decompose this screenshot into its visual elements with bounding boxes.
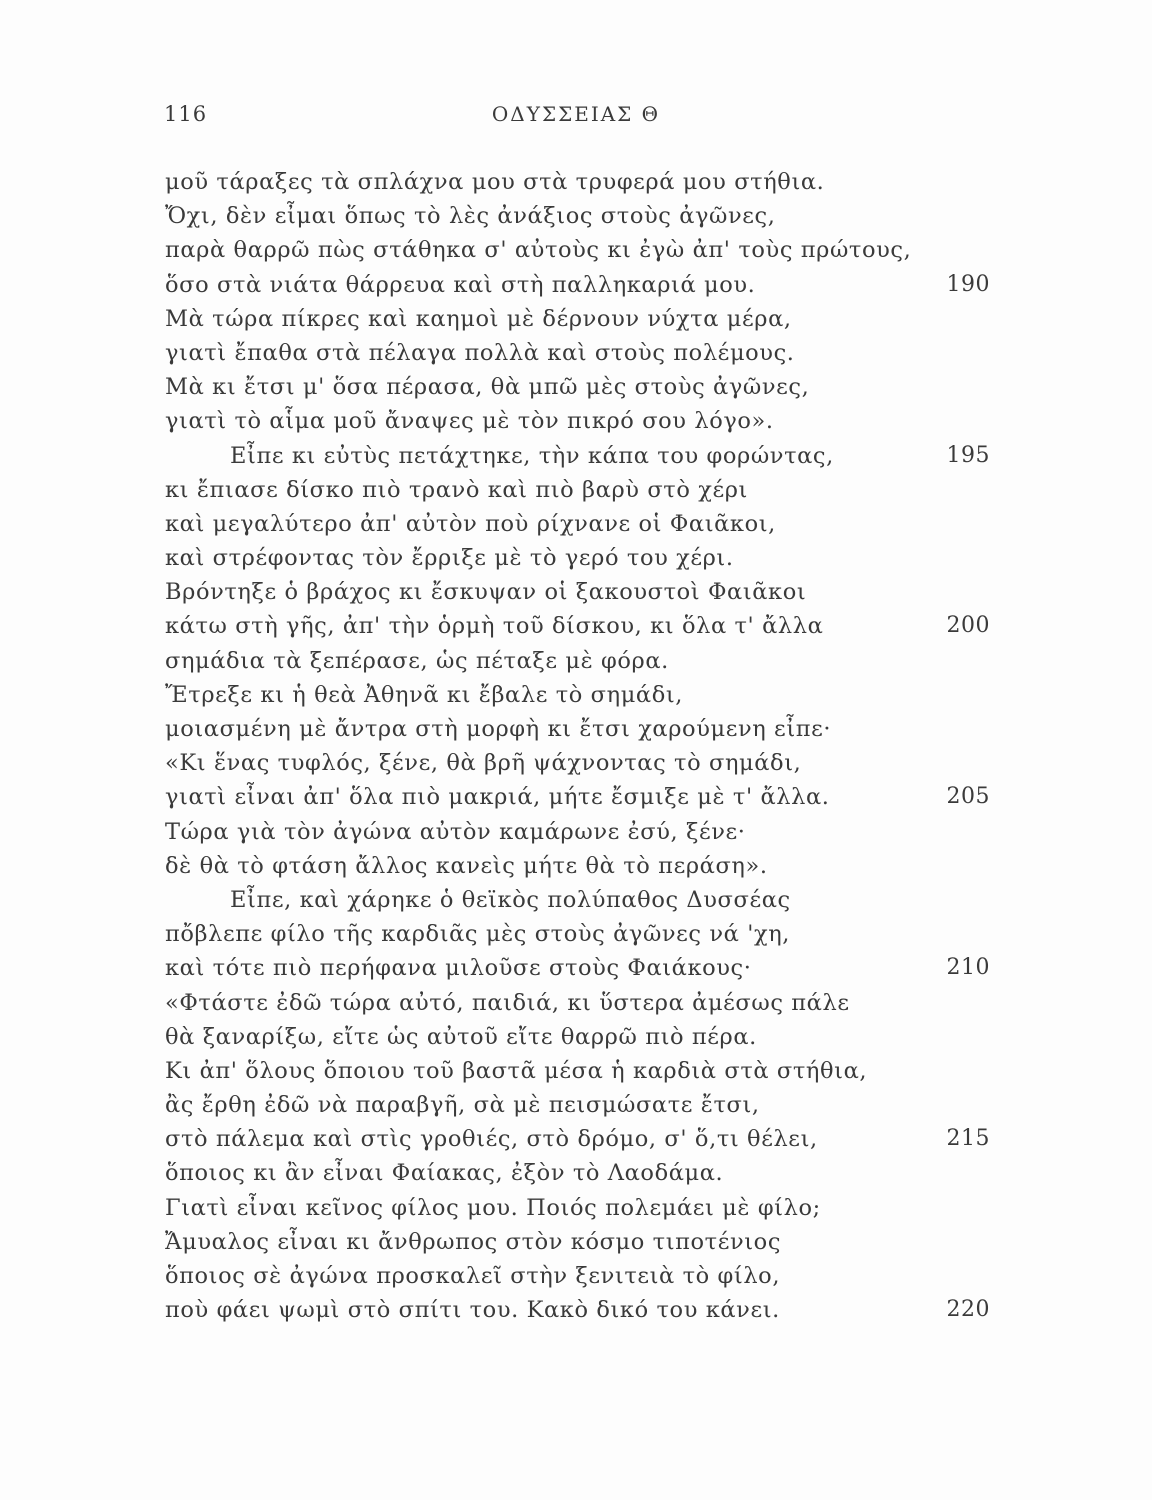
verse-line [0,644,1152,678]
verse-text: Μὰ τώρα πίκρες καὶ καημοὶ μὲ δέρνουν νύχτα μέρα, [165,305,792,332]
running-head: ΟΔΥΣΣΕΙΑΣ Θ [491,102,661,126]
verse-line [0,268,1152,302]
line-number: 210 [946,955,990,981]
verse-text: ἂς ἔρθη ἐδῶ νὰ παραβγῆ, σὰ μὲ πεισμώσατε ἔτσι, [165,1092,760,1119]
verse-line [0,404,1152,438]
verse-text: ὅποιος κι ἂν εἶναι Φαίακας, ἐξὸν τὸ Λαοδάμα. [165,1160,724,1187]
verse-line [0,849,1152,883]
verse-block [0,165,1152,1327]
verse-text: ὅσο στὰ νιάτα θάρρευα καὶ στὴ παλληκαριά μου. [165,271,756,298]
verse-text: γιατὶ εἶναι ἀπ' ὅλα πιὸ μακριά, μήτε ἔσμιξε μὲ τ' ἄλλα. [165,784,830,811]
verse-text: Κι ἀπ' ὅλους ὅποιου τοῦ βαστᾶ μέσα ἡ καρδιὰ στὰ στήθια, [165,1057,868,1084]
verse-line [0,678,1152,712]
verse-line [0,370,1152,404]
verse-line [0,712,1152,746]
verse-text: καὶ μεγαλύτερο ἀπ' αὐτὸν ποὺ ρίχνανε οἱ Φαιᾶκοι, [165,510,776,537]
verse-line [0,439,1152,473]
verse-text: «Φτάστε ἐδῶ τώρα αὐτό, παιδιά, κι ὕστερα ἀμέσως πάλε [165,989,850,1016]
verse-line [0,1293,1152,1327]
verse-text: μοιασμένη μὲ ἄντρα στὴ μορφὴ κι ἔτσι χαρούμενη εἶπε· [165,716,832,742]
verse-text: Μὰ κι ἔτσι μ' ὅσα πέρασα, θὰ μπῶ μὲς στοὺς ἀγῶνες, [165,374,810,401]
verse-line [0,336,1152,370]
verse-text: θὰ ξαναρίξω, εἴτε ὡς αὐτοῦ εἴτε θαρρῶ πιὸ πέρα. [165,1023,757,1050]
verse-line [0,1054,1152,1088]
verse-line [0,815,1152,849]
verse-line [0,1191,1152,1225]
verse-text: κάτω στὴ γῆς, ἀπ' τὴν ὁρμὴ τοῦ δίσκου, κι ὅλα τ' ἄλλα [165,613,824,640]
verse-line [0,507,1152,541]
verse-line [0,951,1152,985]
verse-line [0,473,1152,507]
verse-line [0,1088,1152,1122]
verse-line [0,780,1152,814]
verse-text: Εἶπε κι εὐτὺς πετάχτηκε, τὴν κάπα του φορώντας, [230,442,834,469]
line-number: 190 [946,271,990,297]
verse-line [0,233,1152,267]
verse-text: Ἄμυαλος εἶναι κι ἄνθρωπος στὸν κόσμο τιποτένιος [165,1228,782,1255]
verse-text: καὶ στρέφοντας τὸν ἔρριξε μὲ τὸ γερό του χέρι. [165,545,734,572]
verse-line [0,609,1152,643]
verse-line [0,1020,1152,1054]
verse-text: γιατὶ τὸ αἷμα μοῦ ἄναψες μὲ τὸν πικρό σου λόγο». [165,408,774,435]
verse-line [0,917,1152,951]
verse-text: σημάδια τὰ ξεπέρασε, ὡς πέταξε μὲ φόρα. [165,647,669,674]
verse-line [0,541,1152,575]
verse-text: Εἶπε, καὶ χάρηκε ὁ θεϊκὸς πολύπαθος Δυσσέας [230,886,791,913]
page-number: 116 [164,102,208,126]
line-number: 195 [946,442,990,468]
verse-line [0,199,1152,233]
verse-text: Τώρα γιὰ τὸν ἀγώνα αὐτὸν καμάρωνε ἐσύ, ξένε· [165,818,746,845]
verse-text: Γιατὶ εἶναι κεῖνος φίλος μου. Ποιός πολεμάει μὲ φίλο; [165,1194,821,1221]
verse-text: ὅποιος σὲ ἀγώνα προσκαλεῖ στὴν ξενιτειὰ τὸ φίλο, [165,1263,781,1289]
verse-text: παρὰ θαρρῶ πὼς στάθηκα σ' αὐτοὺς κι ἐγὼ ἀπ' τοὺς πρώτους, [165,237,912,264]
verse-text: δὲ θὰ τὸ φτάση ἄλλος κανεὶς μήτε θὰ τὸ περάση». [165,852,768,879]
verse-text: πὄβλεπε φίλο τῆς καρδιᾶς μὲς στοὺς ἀγῶνες νά 'χη, [165,921,791,948]
verse-text: καὶ τότε πιὸ περήφανα μιλοῦσε στοὺς Φαιάκους· [165,955,752,982]
verse-line [0,302,1152,336]
line-number: 215 [946,1126,990,1152]
verse-text: Ὄχι, δὲν εἶμαι ὅπως τὸ λὲς ἀνάξιος στοὺς ἀγῶνες, [165,203,776,230]
verse-line [0,986,1152,1020]
verse-text: στὸ πάλεμα καὶ στὶς γροθιές, στὸ δρόμο, σ' ὅ,τι θέλει, [165,1126,818,1153]
verse-text: «Κι ἕνας τυφλός, ξένε, θὰ βρῆ ψάχνοντας τὸ σημάδι, [165,750,802,777]
verse-text: μοῦ τάραξες τὰ σπλάχνα μου στὰ τρυφερά μου στήθια. [165,169,825,195]
verse-line [0,1225,1152,1259]
verse-text: Ἔτρεξε κι ἡ θεὰ Ἀθηνᾶ κι ἔβαλε τὸ σημάδι, [165,681,684,708]
verse-text: κι ἔπιασε δίσκο πιὸ τρανὸ καὶ πιὸ βαρὺ στὸ χέρι [165,476,748,503]
verse-line [0,575,1152,609]
verse-line [0,883,1152,917]
line-number: 205 [946,784,990,810]
verse-text: γιατὶ ἔπαθα στὰ πέλαγα πολλὰ καὶ στοὺς πολέμους. [165,339,795,366]
verse-line [0,1122,1152,1156]
verse-line [0,1259,1152,1293]
verse-line [0,165,1152,199]
verse-text: Βρόντηξε ὁ βράχος κι ἔσκυψαν οἱ ξακουστοὶ Φαιᾶκοι [165,579,807,606]
line-number: 200 [946,613,990,639]
verse-text: ποὺ φάει ψωμὶ στὸ σπίτι του. Κακὸ δικό του κάνει. [165,1297,780,1324]
verse-line [0,1156,1152,1190]
line-number: 220 [946,1297,990,1323]
verse-line [0,746,1152,780]
page-header [0,102,1152,132]
